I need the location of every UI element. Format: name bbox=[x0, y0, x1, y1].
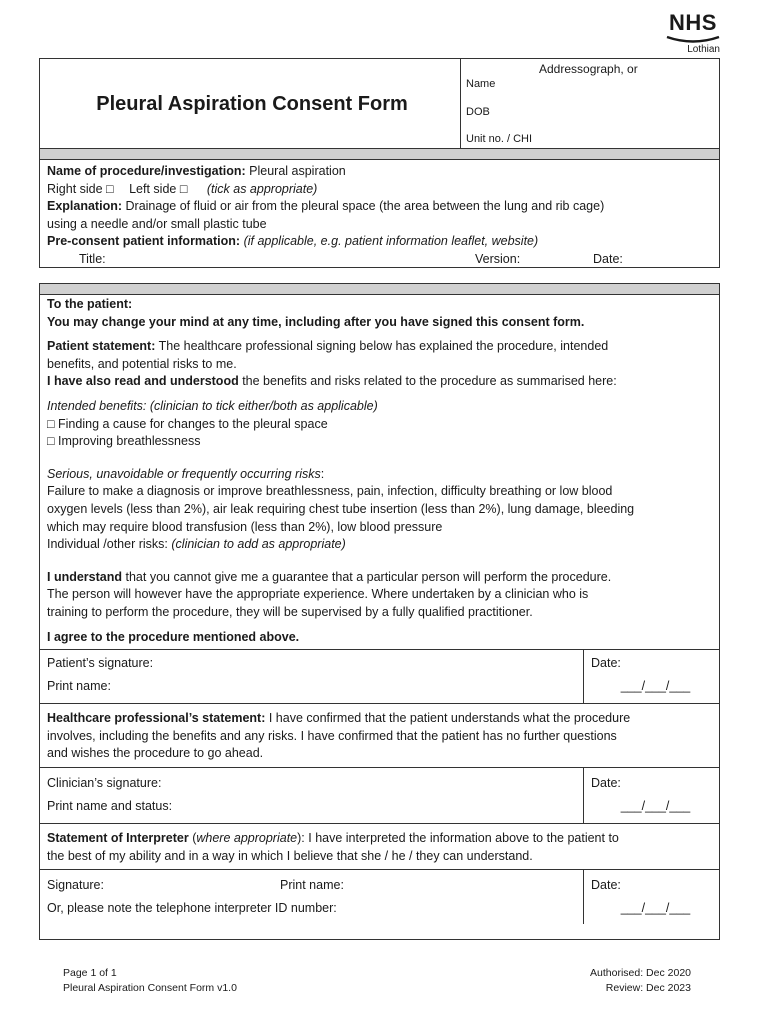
interpreter-signature-row bbox=[40, 869, 719, 924]
procedure-name-value: Pleural aspiration bbox=[249, 164, 346, 178]
procedure-section bbox=[39, 148, 720, 268]
interpreter-sign-line bbox=[47, 877, 576, 895]
risks-heading-colon: : bbox=[320, 466, 325, 481]
interpreter-paren-close: ): bbox=[297, 831, 305, 846]
individual-risks-line bbox=[47, 536, 712, 554]
clinician-date-label: Date: bbox=[591, 776, 621, 791]
explanation-text-1: Drainage of fluid or air from the pleural space (the area between the lung and rib cage) bbox=[125, 199, 605, 214]
interpreter-print-name-field[interactable]: Print name: bbox=[280, 878, 344, 893]
name-field-label[interactable]: Name bbox=[466, 78, 496, 90]
individual-risks-label: Individual /other risks: bbox=[47, 537, 168, 552]
understand-text-3: training to perform the procedure, they will be supervised by a fully qualified practitioner. bbox=[47, 604, 533, 619]
explanation-text-2: using a needle and/or small plastic tube bbox=[47, 216, 267, 231]
interpreter-where-note: where appropriate bbox=[196, 831, 298, 846]
clinician-signature-row bbox=[40, 767, 719, 823]
procedure-name-label: Name of procedure/investigation: bbox=[47, 164, 246, 178]
patient-statement-text-2: benefits, and potential risks to me. bbox=[47, 356, 237, 371]
risks-text-2: oxygen levels (less than 2%), air leak requiring chest tube insertion (less than 2%), lung damage, bleeding bbox=[47, 501, 635, 516]
preconsent-line bbox=[47, 233, 712, 251]
preconsent-label: Pre-consent patient information: bbox=[47, 234, 241, 249]
logo-brand: NHS bbox=[669, 10, 717, 35]
interpreter-statement-block bbox=[40, 823, 719, 869]
explanation-label: Explanation: bbox=[47, 199, 123, 214]
risks-heading-line bbox=[47, 466, 712, 484]
footer-page-number: Page 1 of 1 bbox=[63, 967, 117, 979]
interpreter-phone-id-field[interactable]: Or, please note the telephone interpreter ID number: bbox=[47, 901, 337, 916]
addressograph-panel bbox=[461, 59, 719, 149]
hcp-statement-line-1 bbox=[47, 710, 712, 728]
form-title: Pleural Aspiration Consent Form bbox=[40, 59, 461, 149]
logo-swoosh-icon bbox=[665, 34, 721, 44]
hcp-statement-block bbox=[40, 703, 719, 767]
patient-consent-section bbox=[39, 283, 720, 940]
dob-field-label[interactable]: DOB bbox=[466, 106, 490, 118]
understand-line bbox=[47, 569, 712, 587]
tick-note: (tick as appropriate) bbox=[206, 181, 318, 196]
clinician-print-name-field[interactable]: Print name and status: bbox=[47, 798, 173, 813]
footer-form-version: Pleural Aspiration Consent Form v1.0 bbox=[63, 982, 237, 994]
hcp-statement-text-2: involves, including the benefits and any risks. I have confirmed that the patient has no further questions bbox=[47, 728, 617, 743]
understand-label: I understand bbox=[47, 569, 123, 584]
risks-text-1: Failure to make a diagnosis or improve breathlessness, pain, infection, difficulty breathing or low blood bbox=[47, 484, 613, 499]
interpreter-statement-line-1 bbox=[47, 830, 712, 848]
patient-signature-row bbox=[40, 649, 719, 703]
patient-statement bbox=[47, 338, 712, 356]
patient-signature-field[interactable]: Patient’s signature: bbox=[47, 656, 154, 671]
benefits-heading: Intended benefits: (clinician to tick either/both as applicable) bbox=[47, 398, 378, 413]
benefit-checkbox-breathlessness[interactable]: □ Improving breathlessness bbox=[47, 434, 201, 449]
logo-region: Lothian bbox=[687, 44, 720, 55]
benefit-checkbox-cause[interactable]: □ Finding a cause for changes to the pleural space bbox=[47, 416, 328, 431]
clinician-signature-field[interactable]: Clinician’s signature: bbox=[47, 776, 162, 791]
interpreter-date-label: Date: bbox=[591, 878, 621, 893]
risks-heading: Serious, unavoidable or frequently occurring risks bbox=[47, 466, 321, 481]
interpreter-date-field[interactable]: ___/___/___ bbox=[620, 900, 691, 915]
procedure-name-line bbox=[47, 163, 712, 181]
footer-authorised-date: Authorised: Dec 2020 bbox=[590, 967, 691, 979]
leaflet-version-field[interactable]: Version: bbox=[475, 251, 521, 266]
preconsent-note: (if applicable, e.g. patient information leaflet, website) bbox=[243, 234, 539, 249]
read-understood-line bbox=[47, 373, 712, 391]
unit-chi-field-label[interactable]: Unit no. / CHI bbox=[466, 133, 533, 145]
leaflet-title-field[interactable]: Title: bbox=[79, 251, 106, 266]
hcp-statement-label: Healthcare professional’s statement: bbox=[47, 711, 266, 726]
patient-date-field[interactable]: ___/___/___ bbox=[620, 678, 691, 693]
nhs-lothian-logo bbox=[662, 12, 724, 55]
interpreter-statement-text-2: the best of my ability and in a way in which I believe that she / he / they can understand. bbox=[47, 848, 533, 863]
individual-risks-note: (clinician to add as appropriate) bbox=[171, 537, 346, 552]
explanation-line bbox=[47, 198, 712, 216]
change-mind-text: You may change your mind at any time, including after you have signed this consent form. bbox=[47, 314, 585, 329]
addressograph-label: Addressograph, or bbox=[539, 62, 638, 76]
read-understood-text: the benefits and risks related to the procedure as summarised here: bbox=[242, 374, 617, 389]
leaflet-date-field[interactable]: Date: bbox=[593, 251, 623, 266]
patient-statement-text-1: The healthcare professional signing below has explained the procedure, intended bbox=[158, 339, 609, 354]
understand-text-1: that you cannot give me a guarantee that a particular person will perform the procedure. bbox=[125, 569, 612, 584]
right-side-checkbox[interactable]: Right side □ bbox=[47, 181, 114, 196]
interpreter-paren-open: ( bbox=[192, 831, 197, 846]
interpreter-signature-field[interactable]: Signature: bbox=[47, 878, 104, 893]
clinician-date-field[interactable]: ___/___/___ bbox=[620, 798, 691, 813]
interpreter-statement-text-1: I have interpreted the information above to the patient to bbox=[308, 831, 619, 846]
understand-text-2: The person will however have the appropriate experience. Where undertaken by a clinician who is bbox=[47, 587, 589, 602]
to-patient-heading: To the patient: bbox=[47, 297, 133, 311]
side-selection-line bbox=[47, 181, 712, 199]
patient-statement-label: Patient statement: bbox=[47, 339, 156, 354]
leaflet-details-line bbox=[47, 251, 712, 269]
risks-text-3: which may require blood transfusion (less than 2%), low blood pressure bbox=[47, 519, 443, 534]
read-understood-label: I have also read and understood bbox=[47, 374, 239, 389]
section-divider-bar bbox=[40, 284, 719, 295]
hcp-statement-text-1: I have confirmed that the patient understands what the procedure bbox=[268, 711, 631, 726]
patient-date-label: Date: bbox=[591, 656, 621, 671]
hcp-statement-text-3: and wishes the procedure to go ahead. bbox=[47, 746, 264, 761]
form-header bbox=[39, 58, 720, 150]
agree-statement: I agree to the procedure mentioned above. bbox=[47, 629, 300, 644]
patient-print-name-field[interactable]: Print name: bbox=[47, 678, 111, 693]
left-side-checkbox[interactable]: Left side □ bbox=[129, 181, 188, 196]
section-divider-bar bbox=[40, 149, 719, 160]
footer-review-date: Review: Dec 2023 bbox=[605, 982, 691, 994]
interpreter-statement-label: Statement of Interpreter bbox=[47, 831, 189, 846]
